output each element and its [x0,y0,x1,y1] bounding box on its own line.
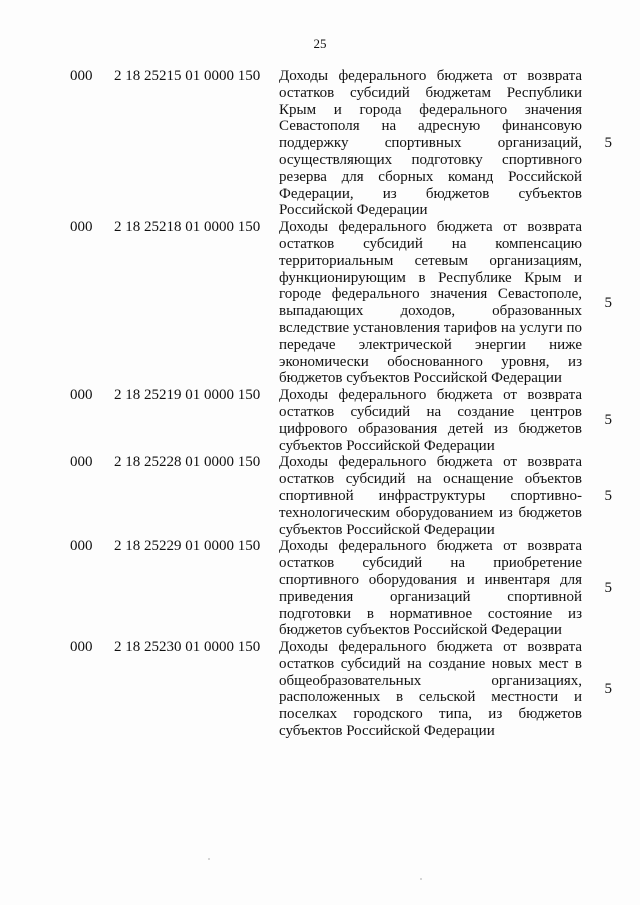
distribution-norm: 5 [604,580,612,597]
revenue-name-line: городе федерального значения Севастополе, [279,286,582,303]
revenue-name-line: технологическим оборудованием из бюджетов [279,504,582,521]
distribution-norm: 5 [604,135,612,152]
revenue-name-line: бюджетов субъектов Российской Федерации [279,622,562,639]
admin-code: 000 [70,639,93,656]
admin-code: 000 [70,68,93,84]
revenue-name-line: резерва для сборных команд Российской [279,168,582,185]
revenue-name-line: передаче электрической энергии ниже [279,336,582,353]
revenue-name-line: остатков субсидий бюджетам Республики [279,84,582,101]
revenue-name-line: поддержку спортивных организаций, [279,135,582,152]
revenue-name-line: субъектов Российской Федерации [279,521,495,538]
revenue-name-line: Севастополя на адресную финансовую [279,118,582,135]
distribution-norm: 5 [604,294,612,311]
revenue-name-line: остатков субсидий на создание центров [279,403,582,420]
revenue-name-line: приведения организаций спортивной [279,588,582,605]
page-number: 25 [313,36,327,51]
budget-classification-code: 2 18 25229 01 0000 150 [114,538,261,555]
table-row [70,68,610,219]
budget-classification-code: 2 18 25230 01 0000 150 [114,639,261,656]
revenue-name-line: Крым и города федерального значения [279,101,582,118]
revenue-name-line: вследствие установления тарифов на услуги по [279,319,582,336]
revenue-name-line: выпадающих доходов, образованных [279,303,582,320]
revenue-name [279,639,582,740]
distribution-norm: 5 [604,681,612,698]
admin-code: 000 [70,219,93,236]
revenue-name [279,219,582,387]
revenue-name-line: бюджетов субъектов Российской Федерации [279,370,562,387]
revenue-name [279,387,582,454]
revenue-name-line: поселках городского типа, из бюджетов [279,706,582,723]
revenue-name-line: экономически обоснованного уровня, из [279,353,582,370]
revenue-name-line: функционирующим в Республике Крым и [279,269,582,286]
revenue-name-line: остатков субсидий на компенсацию [279,235,582,252]
revenue-name-line: подготовки в нормативное состояние из [279,605,582,622]
revenue-name-line: Доходы федерального бюджета от возврата [279,387,582,404]
table-row [70,538,610,639]
revenue-name-line: субъектов Российской Федерации [279,437,495,454]
revenue-name-line: остатков субсидий на оснащение объектов [279,471,582,488]
revenue-name-line: общеобразовательных организациях, [279,672,582,689]
scan-speck [208,858,210,860]
revenue-name-line: спортивной инфраструктуры спортивно- [279,487,582,504]
revenue-name-line: остатков субсидий на создание новых мест в [279,655,582,672]
revenue-name [279,454,582,538]
budget-classification-code: 2 18 25218 01 0000 150 [114,219,261,236]
revenue-name [279,68,582,219]
revenue-name-line: субъектов Российской Федерации [279,723,495,740]
budget-classification-code: 2 18 25228 01 0000 150 [114,454,261,471]
table-row [70,454,610,538]
table-row [70,219,610,387]
revenue-name-line: Доходы федерального бюджета от возврата [279,639,582,656]
scan-speck [420,878,422,880]
budget-classification-table [70,68,610,740]
revenue-name-line: Доходы федерального бюджета от возврата [279,68,582,84]
revenue-name-line: Федерации, из бюджетов субъектов [279,185,582,202]
revenue-name-line: Российской Федерации [279,202,428,219]
table-row [70,639,610,740]
revenue-name-line: цифрового образования детей из бюджетов [279,420,582,437]
revenue-name-line: Доходы федерального бюджета от возврата [279,454,582,471]
admin-code: 000 [70,454,93,471]
revenue-name-line: осуществляющих подготовку спортивного [279,151,582,168]
distribution-norm: 5 [604,412,612,429]
revenue-name-line: расположенных в сельской местности и [279,689,582,706]
revenue-name [279,538,582,639]
budget-classification-code: 2 18 25219 01 0000 150 [114,387,261,404]
revenue-name-line: спортивного оборудования и инвентаря для [279,571,582,588]
revenue-name-line: Доходы федерального бюджета от возврата [279,219,582,236]
admin-code: 000 [70,387,93,404]
revenue-name-line: территориальным сетевым организациям, [279,252,582,269]
revenue-name-line: остатков субсидий на приобретение [279,555,582,572]
revenue-name-line: Доходы федерального бюджета от возврата [279,538,582,555]
table-row [70,387,610,454]
admin-code: 000 [70,538,93,555]
budget-classification-code: 2 18 25215 01 0000 150 [114,68,261,84]
distribution-norm: 5 [604,487,612,504]
